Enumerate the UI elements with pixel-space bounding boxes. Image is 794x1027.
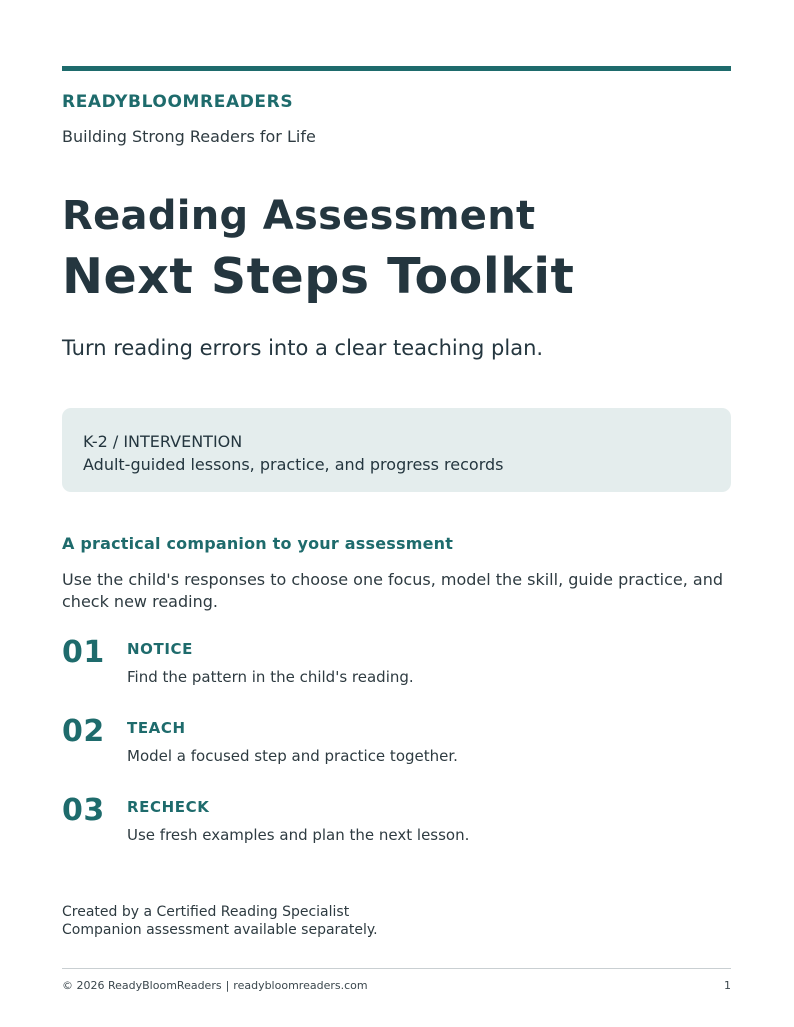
step-number: 02 (62, 714, 105, 749)
audience-callout-box (62, 408, 731, 492)
step-number: 03 (62, 793, 105, 828)
step-title: TEACH (127, 719, 186, 737)
page-number: 1 (724, 979, 731, 992)
lede-text: Turn reading errors into a clear teaching plan. (62, 336, 544, 360)
footer-separator: | (225, 979, 230, 992)
step-description: Use fresh examples and plan the next lesson. (127, 826, 470, 844)
document-page (62, 0, 731, 1027)
step-title: NOTICE (127, 640, 193, 658)
credit-author: Created by a Certified Reading Specialist (62, 904, 350, 920)
footer-copyright: © 2026 ReadyBloomReaders (62, 979, 222, 992)
step-item-teach (62, 714, 731, 774)
step-title: RECHECK (127, 798, 210, 816)
top-accent-rule (62, 66, 731, 71)
step-description: Model a focused step and practice together. (127, 747, 458, 765)
step-description: Find the pattern in the child's reading. (127, 668, 414, 686)
credit-companion-note: Companion assessment available separately. (62, 922, 378, 938)
footer-meta (62, 979, 368, 992)
section-body: Use the child's responses to choose one focus, model the skill, guide practice, and check new reading. (62, 570, 724, 611)
section-heading: A practical companion to your assessment (62, 534, 454, 553)
step-number: 01 (62, 635, 105, 670)
brand-name: READYBLOOMREADERS (62, 92, 294, 112)
callout-description: Adult-guided lessons, practice, and progress records (83, 455, 504, 474)
footer-divider (62, 968, 731, 969)
step-item-recheck (62, 793, 731, 853)
brand-tagline: Building Strong Readers for Life (62, 127, 316, 146)
callout-grade-label: K-2 / INTERVENTION (83, 432, 243, 451)
title-line-1: Reading Assessment (62, 193, 536, 239)
footer-website-link[interactable]: readybloomreaders.com (233, 979, 368, 992)
title-line-2: Next Steps Toolkit (62, 248, 575, 305)
step-item-notice (62, 635, 731, 695)
